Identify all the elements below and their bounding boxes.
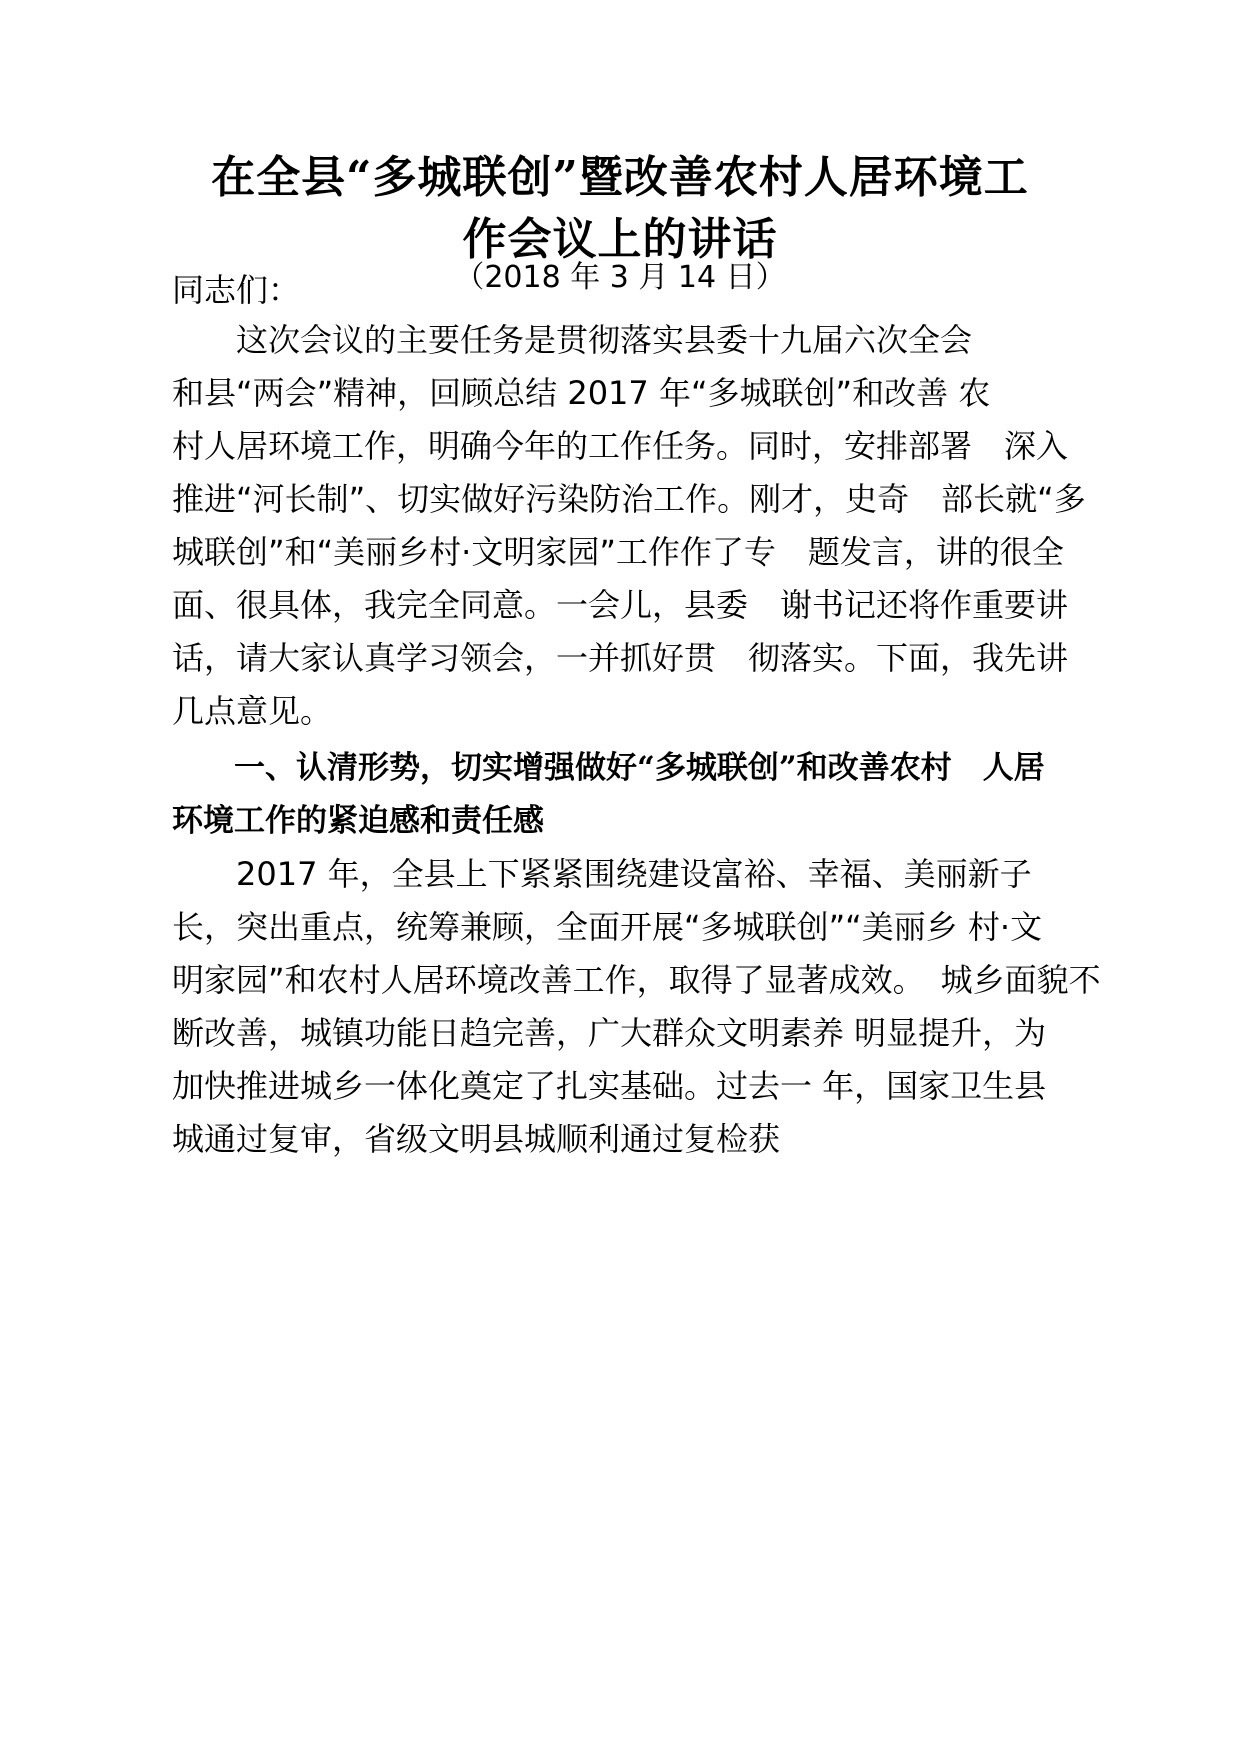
section-1-heading-line: 一、认清形势，切实增强做好“多城联创”和改善农村 人居 bbox=[172, 750, 1045, 786]
paragraph-1-line: 话，请大家认真学习领会，一并抓好贯 彻落实。下面，我先讲 bbox=[172, 639, 1069, 677]
section-1-heading-line: 环境工作的紧迫感和责任感 bbox=[172, 803, 544, 839]
paragraph-1-line: 村人居环境工作，明确今年的工作任务。同时，安排部署 深入 bbox=[172, 427, 1069, 465]
paragraph-2-line: 长，突出重点，统筹兼顾，全面开展“多城联创”“美丽乡 村·文 bbox=[172, 908, 1043, 946]
salutation: 同志们： bbox=[172, 271, 301, 309]
paragraph-1-line: 和县“两会”精神，回顾总结 2017 年“多城联创”和改善 农 bbox=[172, 374, 991, 412]
document-title-line-1: 在全县“多城联创”暨改善农村人居环境工 bbox=[211, 152, 1029, 203]
document-date: （2018 年 3 月 14 日） bbox=[454, 260, 786, 295]
paragraph-1-line: 几点意见。 bbox=[172, 692, 333, 730]
paragraph-1-line: 城联创”和“美丽乡村·文明家园”工作作了专 题发言，讲的很全 bbox=[172, 533, 1064, 571]
paragraph-2-line: 2017 年，全县上下紧紧围绕建设富裕、幸福、美丽新子 bbox=[172, 855, 1032, 893]
paragraph-1-line: 这次会议的主要任务是贯彻落实县委十九届六次全会 bbox=[172, 321, 973, 359]
paragraph-2-line: 明家园”和农村人居环境改善工作，取得了显著成效。 城乡面貌不 bbox=[172, 961, 1101, 999]
paragraph-2-line: 加快推进城乡一体化奠定了扎实基础。过去一 年，国家卫生县 bbox=[172, 1067, 1047, 1105]
paragraph-1-line: 推进“河长制”、切实做好污染防治工作。刚才，史奇 部长就“多 bbox=[172, 480, 1086, 518]
paragraph-1-line: 面、很具体，我完全同意。一会儿，县委 谢书记还将作重要讲 bbox=[172, 586, 1069, 624]
paragraph-2-line: 断改善，城镇功能日趋完善，广大群众文明素养 明显提升，为 bbox=[172, 1014, 1047, 1052]
paragraph-2-line: 城通过复审，省级文明县城顺利通过复检获 bbox=[172, 1120, 781, 1158]
document-title-line-2: 作会议上的讲话 bbox=[462, 214, 778, 265]
